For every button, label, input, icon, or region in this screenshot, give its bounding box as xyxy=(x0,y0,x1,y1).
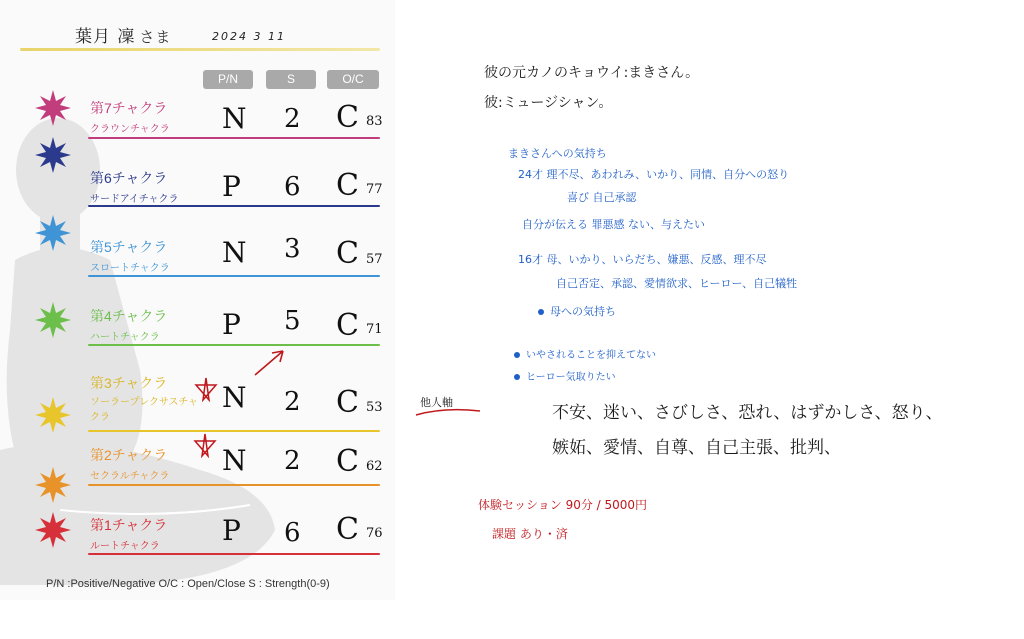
note-assignment: 課題 あり・済 xyxy=(492,527,568,541)
chakra-5-rule xyxy=(88,275,380,277)
red-star-mark-2 xyxy=(192,432,218,458)
chakra-3-pn: N xyxy=(222,381,247,414)
chakra-6-rule xyxy=(88,205,380,207)
client-name-text: 葉月 凜 xyxy=(75,27,136,47)
chakra-5-pn: N xyxy=(222,236,247,269)
chakra-7-s: 2 xyxy=(284,104,301,134)
chakra-7-star-icon xyxy=(33,88,73,128)
chakra-2-star-icon xyxy=(33,465,73,505)
chakra-3-s: 2 xyxy=(284,387,301,417)
chakra-6-star-icon xyxy=(33,135,73,175)
note-blue-16: 16才 母、いかり、いらだち、嫌悪、反感、理不尽 xyxy=(518,253,767,266)
chakra-1-sub: ルートチャクラ xyxy=(90,541,160,552)
chakra-6-sub: サードアイチャクラ xyxy=(90,194,179,205)
chakra-1-s: 6 xyxy=(284,518,301,548)
note-blue-mid: 自分が伝える 罪悪感 ない、与えたい xyxy=(522,218,705,231)
bullet-icon xyxy=(514,352,520,358)
chakra-1-name: 第1チャクラ xyxy=(90,517,168,533)
chakra-5-s: 3 xyxy=(284,234,301,264)
bullet-icon xyxy=(538,309,544,315)
upward-arrow-mark xyxy=(250,345,290,380)
chakra-7-rule xyxy=(88,137,380,139)
chakra-6-name: 第6チャクラ xyxy=(90,170,168,186)
chakra-5-sub: スロートチャクラ xyxy=(90,263,170,274)
note-blue-16b: 自己否定、承認、愛情欲求、ヒーロー、自己犠牲 xyxy=(556,277,798,290)
chakra-3-name: 第3チャクラ xyxy=(90,375,168,391)
note-blue-mother-text: 母への気持ち xyxy=(550,305,616,318)
chakra-6-oc: C xyxy=(336,168,359,203)
note-line-1: 彼の元カノのキョウイ:まきさん。 xyxy=(484,65,700,81)
chakra-5-score: 57 xyxy=(366,252,383,267)
chakra-4-pn: P xyxy=(222,308,241,341)
chakra-2-rule xyxy=(88,484,380,486)
chakra-1-star-icon xyxy=(33,510,73,550)
chakra-4-rule xyxy=(88,344,380,346)
legend: P/N :Positive/Negative O/C : Open/Close S : Strength(0-9) xyxy=(46,578,330,590)
chakra-3-oc: C xyxy=(336,385,359,420)
note-blue-bullet-2-text: ヒーロー気取りたい xyxy=(526,372,616,383)
red-star-mark xyxy=(193,376,219,402)
note-line-2: 彼:ミュージシャン。 xyxy=(484,95,613,111)
chakra-1-rule xyxy=(88,553,380,555)
chakra-4-name: 第4チャクラ xyxy=(90,308,168,324)
chakra-2-pn: N xyxy=(222,444,247,477)
chakra-5-name: 第5チャクラ xyxy=(90,239,168,255)
chakra-4-star-icon xyxy=(33,300,73,340)
chakra-7-name: 第7チャクラ xyxy=(90,100,168,116)
chakra-3-score: 53 xyxy=(366,400,383,415)
chakra-2-score: 62 xyxy=(366,459,383,474)
note-blue-heading: まきさんへの気持ち xyxy=(508,147,607,160)
chakra-3-star-icon xyxy=(33,395,73,435)
column-header-oc: O/C xyxy=(327,70,379,89)
red-underline xyxy=(414,405,484,419)
note-blue-bullet-1 xyxy=(514,346,656,361)
column-header-s: S xyxy=(266,70,316,89)
chakra-1-pn: P xyxy=(222,514,241,547)
chakra-6-score: 77 xyxy=(366,182,383,197)
note-session-info: 体験セッション 90分 / 5000円 xyxy=(478,498,648,512)
chakra-2-sub: セクラルチャクラ xyxy=(90,471,170,482)
chakra-4-s: 5 xyxy=(284,306,301,336)
chakra-2-s: 2 xyxy=(284,446,301,476)
chakra-4-sub: ハートチャクラ xyxy=(90,332,160,343)
note-blue-bullet-2 xyxy=(514,368,616,383)
bullet-icon xyxy=(514,374,520,380)
chakra-1-oc: C xyxy=(336,512,359,547)
chakra-6-pn: P xyxy=(222,170,241,203)
title-underline xyxy=(20,48,380,51)
chakra-2-name: 第2チャクラ xyxy=(90,447,168,463)
note-blue-mother xyxy=(538,303,616,319)
chakra-5-oc: C xyxy=(336,236,359,271)
chakra-1-score: 76 xyxy=(366,526,383,541)
client-name xyxy=(75,22,171,47)
note-other-axis: 他人軸 xyxy=(420,396,453,409)
note-blue-24b: 喜び 自己承認 xyxy=(567,191,637,204)
chakra-3-rule xyxy=(88,430,380,432)
session-date: 2024 3 11 xyxy=(212,30,286,43)
chakra-6-s: 6 xyxy=(284,172,301,202)
chakra-4-score: 71 xyxy=(366,322,383,337)
column-header-pn: P/N xyxy=(203,70,253,89)
note-emotion-list-1: 不安、迷い、さびしさ、恐れ、はずかしさ、怒り、 xyxy=(552,403,943,423)
chakra-7-score: 83 xyxy=(366,114,383,129)
chakra-3-sub: ソーラープレクサスチャクラ xyxy=(90,397,198,423)
honorific: さま xyxy=(139,28,172,46)
note-blue-bullet-1-text: いやされることを抑えてない xyxy=(526,350,656,361)
chakra-7-pn: N xyxy=(222,102,247,135)
note-emotion-list-2: 嫉妬、愛情、自尊、自己主張、批判、 xyxy=(552,438,841,458)
chakra-7-oc: C xyxy=(336,100,359,135)
chakra-7-sub: クラウンチャクラ xyxy=(90,124,170,135)
chakra-4-oc: C xyxy=(336,308,359,343)
note-blue-24: 24才 理不尽、あわれみ、いかり、同情、自分への怒り xyxy=(518,168,790,181)
chakra-2-oc: C xyxy=(336,444,359,479)
chakra-5-star-icon xyxy=(33,213,73,253)
